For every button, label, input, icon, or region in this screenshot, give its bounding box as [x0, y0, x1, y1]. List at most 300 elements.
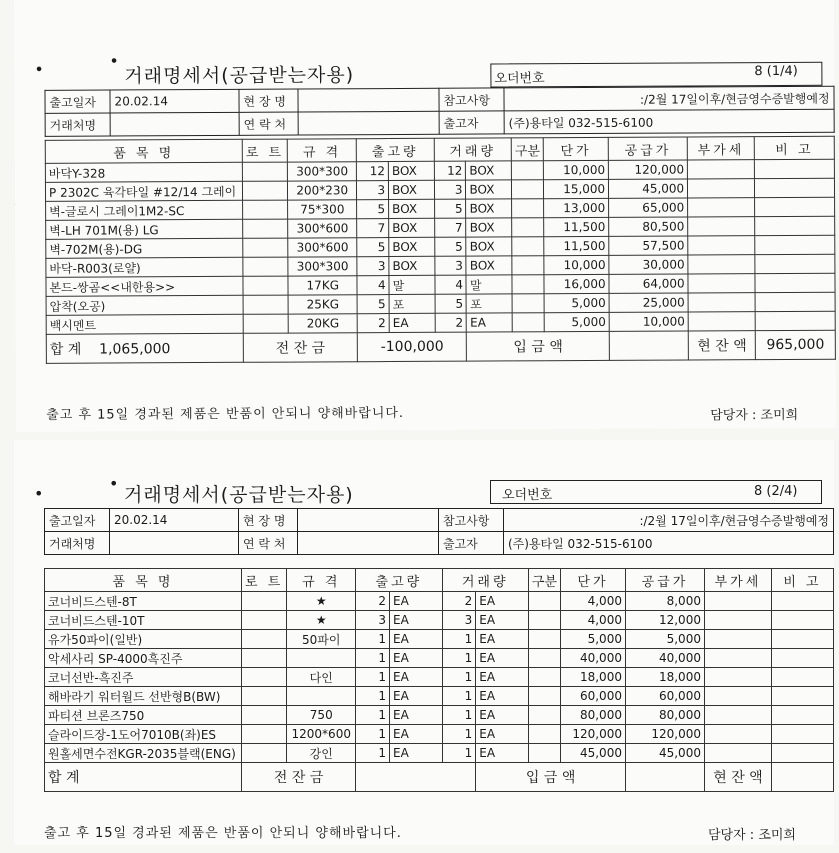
col-spec: 규 격: [287, 569, 356, 592]
cell-remarks: [771, 668, 833, 687]
col-ship-qty: 출고량: [356, 569, 442, 592]
cell-ship-qty: 5: [357, 200, 389, 219]
table-row: [45, 592, 834, 611]
site-label: 현 장 명: [239, 89, 298, 112]
current-balance-label: 현 잔 액: [704, 763, 771, 792]
cell-remarks: [755, 178, 835, 197]
cell-spec: 1200*600: [287, 725, 356, 744]
order-number-label: 오더번호: [502, 488, 553, 503]
cell-unit-price: 11,500: [544, 217, 609, 236]
cell-spec: 50파이: [287, 630, 356, 649]
cell-spec: ★: [287, 592, 356, 611]
cell-category: [528, 706, 560, 725]
header-info-table: [44, 508, 834, 555]
cell-trade-unit: 포: [467, 294, 513, 313]
cell-trade-qty: 5: [435, 294, 467, 313]
cell-lot: [242, 649, 287, 668]
invoice-sheet-2: [14, 440, 834, 845]
cell-spec: 20KG: [288, 314, 357, 333]
cell-vat: [704, 611, 771, 630]
cell-remarks: [755, 273, 835, 292]
cell-item-name: 코너선반-흑진주: [45, 668, 242, 687]
cell-trade-qty: 5: [434, 199, 466, 218]
cell-ship-unit: EA: [389, 630, 442, 649]
cell-lot: [242, 706, 287, 725]
col-item-name: 품 목 명: [45, 569, 242, 592]
table-row: [45, 668, 834, 687]
cell-category: [512, 199, 544, 218]
site-value: [298, 509, 439, 532]
cell-lot: [242, 687, 287, 706]
shipper-label: 출고자: [439, 532, 504, 555]
cell-category: [528, 668, 560, 687]
reference-value: :/2월 17일이후/현금영수증발행예정: [504, 86, 834, 111]
cell-supply-price: 45,000: [625, 744, 704, 763]
cell-spec: 17KG: [288, 276, 357, 295]
cell-vat: [688, 217, 755, 236]
client-value: [110, 532, 239, 555]
cell-supply-price: 57,500: [609, 236, 688, 255]
client-value: [110, 112, 239, 136]
cell-spec: 750: [287, 706, 356, 725]
cell-vat: [688, 293, 755, 312]
col-spec: 규 격: [287, 139, 356, 162]
cell-remarks: [755, 197, 835, 216]
cell-spec: 300*300: [288, 162, 357, 181]
cell-spec: [287, 687, 356, 706]
cell-vat: [704, 668, 771, 687]
cell-trade-qty: 1: [442, 725, 476, 744]
col-item-name: 품 목 명: [45, 139, 242, 163]
reference-value: :/2월 17일이후/현금영수증발행예정: [504, 509, 834, 532]
site-label: 현 장 명: [239, 509, 298, 532]
col-category: 구분: [528, 569, 560, 592]
cell-category: [528, 744, 560, 763]
cell-remarks: [755, 235, 835, 254]
cell-trade-qty: 3: [434, 180, 466, 199]
cell-lot: [242, 725, 287, 744]
cell-lot: [242, 668, 287, 687]
cell-vat: [704, 725, 771, 744]
cell-item-name: 파티션 브론즈750: [45, 706, 242, 725]
cell-trade-qty: 7: [434, 218, 466, 237]
cell-remarks: [771, 744, 833, 763]
cell-supply-price: 64,000: [609, 274, 688, 293]
cell-spec: 200*230: [288, 181, 357, 200]
table-row: [45, 611, 834, 630]
table-row: [45, 649, 834, 668]
table-row: [45, 630, 834, 649]
cell-trade-qty: 1: [442, 630, 476, 649]
cell-category: [512, 275, 544, 294]
cell-unit-price: 5,000: [544, 312, 609, 331]
client-label: 거래처명: [45, 532, 110, 555]
total-cell: [45, 763, 242, 792]
items-header-row: [45, 569, 834, 592]
cell-supply-price: 45,000: [609, 179, 688, 198]
cell-item-name: 바닥Y-328: [45, 162, 242, 182]
cell-trade-unit: BOX: [466, 218, 512, 237]
cell-category: [528, 611, 560, 630]
cell-trade-qty: 2: [442, 592, 476, 611]
cell-vat: [688, 274, 755, 293]
col-lot: 로 트: [242, 569, 287, 592]
col-remarks: 비 고: [754, 136, 834, 159]
cell-lot: [242, 592, 287, 611]
cell-trade-unit: BOX: [466, 180, 512, 199]
deposit-value: [609, 331, 688, 360]
cell-spec: 강인: [287, 744, 356, 763]
cell-category: [528, 592, 560, 611]
cell-ship-unit: BOX: [389, 237, 435, 256]
reference-label: 참고사항: [439, 509, 504, 532]
cell-remarks: [771, 706, 833, 725]
cell-trade-unit: EA: [476, 630, 529, 649]
cell-spec: 25KG: [288, 295, 357, 314]
col-supply-price: 공급가: [608, 137, 687, 160]
cell-trade-qty: 4: [435, 275, 467, 294]
items-table: [44, 568, 834, 792]
cell-lot: [243, 200, 288, 219]
cell-vat: [704, 744, 771, 763]
cell-remarks: [771, 630, 833, 649]
cell-remarks: [771, 611, 833, 630]
balance-label: 전 잔 금: [243, 333, 357, 363]
cell-ship-unit: BOX: [389, 180, 435, 199]
site-value: [298, 88, 439, 112]
totals-row: [46, 330, 835, 363]
cell-ship-qty: 1: [356, 687, 390, 706]
cell-category: [512, 218, 544, 237]
cell-vat: [688, 160, 755, 179]
bullet-dot: •: [34, 484, 44, 503]
cell-spec: 300*600: [288, 238, 357, 257]
cell-supply-price: 10,000: [609, 312, 688, 331]
client-label: 거래처명: [45, 113, 110, 136]
cell-ship-qty: 3: [357, 257, 389, 276]
cell-unit-price: 10,000: [544, 255, 609, 274]
cell-trade-qty: 12: [434, 161, 466, 180]
col-lot: 로 트: [242, 139, 287, 162]
cell-lot: [242, 162, 287, 181]
cell-vat: [704, 649, 771, 668]
balance-value: [356, 763, 476, 792]
page-number: 8 (2/4): [754, 484, 798, 499]
cell-ship-unit: EA: [389, 611, 442, 630]
cell-supply-price: 80,000: [625, 706, 704, 725]
cell-trade-unit: EA: [476, 668, 529, 687]
cell-unit-price: 80,000: [560, 706, 625, 725]
col-trade-qty: 거래량: [434, 138, 512, 161]
contact-value: [298, 111, 439, 135]
bullet-dot: •: [109, 51, 119, 71]
cell-item-name: P 2302C 육각타일 #12/14 그레이: [45, 181, 242, 201]
cell-supply-price: 120,000: [625, 725, 704, 744]
cell-ship-qty: 2: [357, 314, 389, 333]
ship-date-value: 20.02.14: [110, 509, 239, 532]
items-table: [45, 136, 836, 364]
cell-trade-qty: 5: [434, 237, 466, 256]
cell-supply-price: 25,000: [609, 293, 688, 312]
cell-remarks: [771, 725, 833, 744]
cell-unit-price: 5,000: [544, 293, 609, 312]
cell-trade-unit: BOX: [466, 199, 512, 218]
cell-item-name: 슬라이드장-1도어7010B(좌)ES: [45, 725, 242, 744]
cell-ship-qty: 12: [357, 162, 389, 181]
invoice-sheet-1: [14, 0, 836, 432]
cell-ship-unit: EA: [389, 668, 442, 687]
ship-date-label: 출고일자: [45, 90, 110, 113]
cell-lot: [242, 611, 287, 630]
cell-ship-qty: 1: [356, 630, 390, 649]
cell-unit-price: 45,000: [560, 744, 625, 763]
cell-remarks: [771, 592, 833, 611]
col-unit-price: 단가: [560, 569, 625, 592]
cell-lot: [242, 630, 287, 649]
col-unit-price: 단가: [543, 137, 608, 160]
cell-vat: [688, 236, 755, 255]
manager-name: 담당자 : 조미희: [710, 407, 799, 424]
cell-unit-price: 4,000: [560, 592, 625, 611]
cell-item-name: 본드-쌍곰<<내한용>>: [46, 276, 243, 296]
cell-supply-price: 8,000: [625, 592, 704, 611]
cell-unit-price: 40,000: [560, 649, 625, 668]
cell-ship-qty: 3: [356, 611, 390, 630]
totals-row: [45, 763, 834, 792]
current-balance-value: 965,000: [755, 330, 835, 359]
table-row: [45, 706, 834, 725]
cell-vat: [688, 198, 755, 217]
cell-item-name: 원홀세면수전KGR-2035블랙(ENG): [45, 744, 242, 763]
cell-supply-price: 120,000: [609, 160, 688, 179]
cell-ship-qty: 5: [357, 295, 389, 314]
cell-ship-qty: 1: [356, 725, 390, 744]
invoice-title: 거래명세서(공급받는자용): [124, 484, 354, 506]
cell-item-name: 백시멘트: [46, 314, 243, 334]
col-trade-qty: 거래량: [442, 569, 528, 592]
cell-vat: [688, 179, 755, 198]
cell-item-name: 코너비드스텐-10T: [45, 611, 242, 630]
cell-spec: 다인: [287, 668, 356, 687]
cell-unit-price: 10,000: [544, 160, 609, 179]
cell-remarks: [755, 254, 835, 273]
cell-lot: [243, 219, 288, 238]
cell-spec: 300*600: [288, 219, 357, 238]
page-number: 8 (1/4): [754, 63, 798, 80]
cell-trade-unit: EA: [476, 687, 529, 706]
cell-unit-price: 13,000: [544, 198, 609, 217]
cell-supply-price: 40,000: [625, 649, 704, 668]
cell-remarks: [755, 311, 835, 330]
ship-date-label: 출고일자: [45, 509, 110, 532]
col-supply-price: 공급가: [625, 569, 704, 592]
cell-ship-qty: 4: [357, 276, 389, 295]
cell-category: [512, 237, 544, 256]
col-ship-qty: 출고량: [356, 138, 434, 161]
cell-item-name: 압착(오공): [46, 295, 243, 315]
cell-spec: ★: [287, 611, 356, 630]
cell-ship-qty: 7: [357, 219, 389, 238]
cell-ship-qty: 3: [357, 181, 389, 200]
deposit-label: 입 금 액: [476, 763, 626, 792]
cell-item-name: 벽-702M(용)-DG: [46, 238, 243, 258]
manager-name: 담당자 : 조미희: [708, 828, 796, 843]
cell-lot: [243, 314, 288, 333]
header-info-table: [44, 86, 834, 137]
cell-unit-price: 16,000: [544, 274, 609, 293]
cell-spec: 75*300: [288, 200, 357, 219]
cell-vat: [704, 706, 771, 725]
balance-label: 전 잔 금: [242, 763, 356, 792]
contact-label: 연 락 처: [239, 532, 298, 555]
cell-unit-price: 4,000: [560, 611, 625, 630]
contact-label: 연 락 처: [239, 112, 298, 135]
cell-lot: [243, 276, 288, 295]
cell-remarks: [771, 687, 833, 706]
cell-supply-price: 18,000: [625, 668, 704, 687]
cell-ship-qty: 5: [357, 238, 389, 257]
col-remarks: 비 고: [771, 569, 833, 592]
cell-spec: 300*300: [288, 257, 357, 276]
cell-trade-unit: BOX: [466, 161, 512, 180]
cell-category: [511, 161, 543, 180]
cell-remarks: [755, 292, 835, 311]
cell-item-name: 코너비드스텐-8T: [45, 592, 242, 611]
ship-date-value: 20.02.14: [110, 89, 239, 113]
table-row: [45, 725, 834, 744]
cell-vat: [704, 592, 771, 611]
return-policy-note: 출고 후 15일 경과된 제품은 반품이 안되니 양해바랍니다.: [44, 826, 402, 841]
cell-spec: [287, 649, 356, 668]
cell-trade-unit: EA: [476, 649, 529, 668]
cell-ship-qty: 2: [356, 592, 390, 611]
cell-trade-unit: EA: [467, 313, 513, 332]
cell-trade-qty: 1: [442, 668, 476, 687]
table-row: [45, 744, 834, 763]
cell-category: [528, 630, 560, 649]
cell-ship-unit: EA: [389, 592, 442, 611]
col-vat: 부가세: [687, 137, 754, 160]
cell-category: [512, 180, 544, 199]
cell-trade-qty: 3: [442, 611, 476, 630]
cell-vat: [688, 255, 755, 274]
shipper-value: (주)용타일 032-515-6100: [504, 532, 834, 555]
cell-category: [512, 294, 544, 313]
cell-unit-price: 11,500: [544, 236, 609, 255]
cell-lot: [243, 238, 288, 257]
cell-trade-unit: EA: [476, 706, 529, 725]
cell-unit-price: 60,000: [560, 687, 625, 706]
reference-label: 참고사항: [439, 88, 504, 111]
cell-vat: [704, 687, 771, 706]
cell-ship-unit: EA: [389, 706, 442, 725]
cell-category: [512, 313, 544, 332]
cell-supply-price: 30,000: [609, 255, 688, 274]
cell-trade-unit: EA: [476, 744, 529, 763]
cell-vat: [704, 630, 771, 649]
cell-ship-unit: BOX: [388, 161, 434, 180]
cell-supply-price: 5,000: [625, 630, 704, 649]
cell-ship-unit: EA: [389, 744, 442, 763]
cell-trade-qty: 1: [442, 649, 476, 668]
cell-category: [512, 256, 544, 275]
cell-trade-unit: BOX: [466, 256, 512, 275]
cell-lot: [243, 257, 288, 276]
cell-ship-qty: 1: [356, 744, 390, 763]
cell-item-name: 벽-글로시 그레이1M2-SC: [46, 200, 243, 220]
deposit-value: [625, 763, 704, 792]
cell-trade-qty: 1: [442, 687, 476, 706]
cell-ship-qty: 1: [356, 649, 390, 668]
total-label: 합 계: [48, 770, 80, 786]
contact-value: [298, 532, 439, 555]
cell-trade-unit: BOX: [466, 237, 512, 256]
invoice-title: 거래명세서(공급받는자용): [124, 64, 355, 88]
balance-value: -100,000: [357, 332, 466, 362]
current-balance-label: 현 잔 액: [688, 331, 755, 360]
cell-lot: [243, 295, 288, 314]
cell-ship-unit: EA: [389, 649, 442, 668]
cell-category: [528, 725, 560, 744]
cell-ship-unit: 포: [389, 294, 435, 313]
col-vat: 부가세: [704, 569, 771, 592]
total-cell: [46, 333, 243, 363]
cell-unit-price: 18,000: [560, 668, 625, 687]
cell-lot: [242, 181, 287, 200]
cell-supply-price: 65,000: [609, 198, 688, 217]
cell-trade-qty: 1: [442, 744, 476, 763]
cell-trade-unit: 말: [466, 275, 512, 294]
deposit-label: 입 금 액: [467, 331, 610, 361]
cell-trade-unit: EA: [476, 725, 529, 744]
cell-supply-price: 12,000: [625, 611, 704, 630]
cell-vat: [688, 312, 755, 331]
cell-category: [528, 649, 560, 668]
cell-item-name: 해바라기 워터월드 선반형B(BW): [45, 687, 242, 706]
cell-ship-unit: EA: [389, 687, 442, 706]
cell-unit-price: 120,000: [560, 725, 625, 744]
cell-item-name: 바닥-R003(로얄): [46, 257, 243, 277]
cell-trade-qty: 2: [435, 313, 467, 332]
cell-ship-unit: EA: [389, 725, 442, 744]
cell-trade-qty: 3: [435, 256, 467, 275]
cell-ship-unit: BOX: [389, 256, 435, 275]
cell-item-name: 벽-LH 701M(용) LG: [46, 219, 243, 239]
col-category: 구분: [511, 138, 543, 161]
bullet-dot: •: [34, 59, 44, 79]
cell-lot: [242, 744, 287, 763]
return-policy-note: 출고 후 15일 경과된 제품은 반품이 안되니 양해바랍니다.: [46, 405, 405, 423]
cell-ship-qty: 1: [356, 706, 390, 725]
shipper-value: (주)용타일 032-515-6100: [504, 109, 834, 134]
cell-item-name: 악세사리 SP-4000흑진주: [45, 649, 242, 668]
cell-remarks: [771, 649, 833, 668]
current-balance-value: [771, 763, 833, 792]
cell-ship-unit: BOX: [389, 199, 435, 218]
cell-ship-unit: BOX: [389, 218, 435, 237]
cell-category: [528, 687, 560, 706]
total-label: 합 계: [49, 341, 82, 358]
cell-trade-qty: 1: [442, 706, 476, 725]
shipper-label: 출고자: [439, 111, 504, 134]
total-value: 1,065,000: [99, 341, 171, 358]
cell-item-name: 유가50파이(일반): [45, 630, 242, 649]
cell-supply-price: 80,500: [609, 217, 688, 236]
order-number-label: 오더번호: [494, 71, 545, 87]
cell-ship-unit: 말: [389, 275, 435, 294]
cell-unit-price: 15,000: [544, 179, 609, 198]
cell-remarks: [755, 216, 835, 235]
